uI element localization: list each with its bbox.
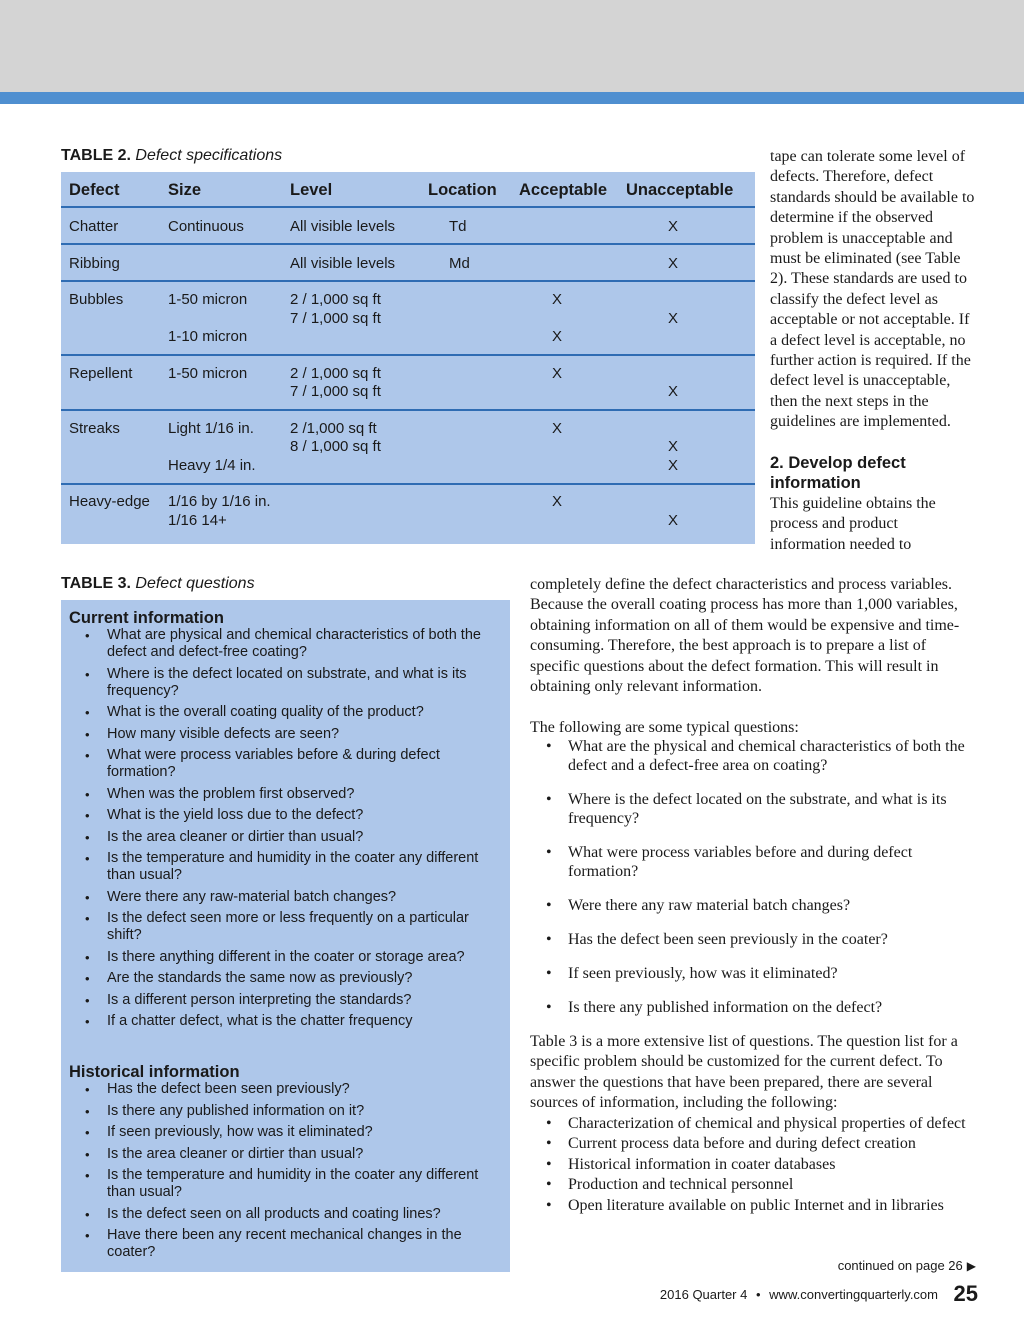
play-arrow-icon: ▶ [966, 1259, 976, 1273]
t2-cell-level: All visible levels [290, 255, 396, 272]
list-item: • Is there any published information on it? [61, 1103, 510, 1120]
t2-rule [61, 354, 755, 356]
sources-list [530, 1114, 976, 1216]
current-info-list [61, 627, 510, 1035]
list-item: • If seen previously, how was it eliminated? [61, 1124, 510, 1141]
t2-cell-size: Heavy 1/4 in. [168, 457, 256, 474]
t2-rule [61, 243, 755, 245]
body-paragraph: Table 3 is a more extensive list of questions. The question list for a specific problem should be customized for the current defect. To answer the questions that have been prepared, there are several sources of information, including the following: [530, 1033, 958, 1112]
list-item: • Open literature available on public Internet and in libraries [530, 1196, 976, 1216]
list-item: • What were process variables before & during defect formation? [61, 747, 510, 781]
t2-cell-size: 1-10 micron [168, 328, 248, 345]
t2-cell-defect: Bubbles [69, 291, 124, 308]
t2-header-unacceptable: Unacceptable [626, 181, 734, 199]
table2-caption-title: Defect specifications [135, 147, 283, 164]
t2-cell-unacceptable: X [668, 255, 679, 272]
list-item: • Has the defect been seen previously? [61, 1081, 510, 1098]
t2-cell-size: 1-50 micron [168, 365, 248, 382]
list-item: • Is the area cleaner or dirtier than usual? [61, 829, 510, 846]
list-item: • Has the defect been seen previously in the coater? [530, 930, 976, 949]
t2-cell-size: Continuous [168, 218, 244, 235]
website-text: www.convertingquarterly.com [769, 1287, 938, 1302]
t2-cell-unacceptable: X [668, 310, 679, 327]
t2-header-defect: Defect [69, 181, 120, 199]
t2-rule [61, 409, 755, 411]
body-paragraph: The following are some typical questions: [530, 719, 799, 736]
t2-cell-acceptable: X [552, 365, 563, 382]
typical-questions-list [530, 737, 976, 1017]
t2-cell-acceptable: X [552, 291, 563, 308]
t2-cell-size: 1/16 by 1/16 in. [168, 493, 271, 510]
t2-cell-defect: Heavy-edge [69, 493, 150, 510]
list-item: • Were there any raw-material batch changes? [61, 889, 510, 906]
t2-cell-defect: Streaks [69, 420, 120, 437]
t2-cell-unacceptable: X [668, 457, 679, 474]
list-item: • What are physical and chemical characteristics of both the defect and defect-free coating? [61, 627, 510, 661]
t2-cell-size: 1-50 micron [168, 291, 248, 308]
t2-cell-unacceptable: X [668, 383, 679, 400]
t2-cell-level: 2 / 1,000 sq ft [290, 291, 381, 308]
t2-cell-acceptable: X [552, 328, 563, 345]
t2-cell-level: 7 / 1,000 sq ft [290, 310, 381, 327]
list-item: • Current process data before and during defect creation [530, 1134, 976, 1154]
separator-dot: • [755, 1287, 761, 1302]
table2-caption-label: TABLE 2. [61, 147, 131, 164]
list-item: • What are the physical and chemical characteristics of both the defect and a defect-free area on coating? [530, 737, 976, 775]
t2-cell-level: 2 / 1,000 sq ft [290, 365, 381, 382]
list-item: • Production and technical personnel [530, 1175, 976, 1195]
t2-rule [61, 206, 755, 208]
list-item: • How many visible defects are seen? [61, 726, 510, 743]
continued-text: continued on page 26 [837, 1258, 963, 1273]
right-column [770, 147, 976, 555]
list-item: • Is the defect seen on all products and coating lines? [61, 1206, 510, 1223]
t2-cell-defect: Ribbing [69, 255, 120, 272]
t2-cell-size: Light 1/16 in. [168, 420, 254, 437]
table3-caption [61, 575, 255, 593]
t2-cell-acceptable: X [552, 493, 563, 510]
list-item: • Is the temperature and humidity in the coater any different than usual? [61, 1167, 510, 1201]
t2-cell-level: 2 /1,000 sq ft [290, 420, 377, 437]
body-paragraph: completely define the defect characteristics and process variables. Because the overall coating process has more than 1,000 variables, obtaining information on all of them would be expensive and time-consuming. Therefore, the best approach is to prepare a list of specific questions about the defect formation. This will result in obtaining only relevant information. [530, 576, 960, 696]
section-heading: 2. Develop defect information [770, 453, 906, 493]
t2-header-location: Location [428, 181, 497, 199]
t2-header-level: Level [290, 181, 333, 199]
footer-info [660, 1287, 938, 1302]
list-item: • When was the problem first observed? [61, 786, 510, 803]
list-item: • Historical information in coater databases [530, 1155, 976, 1175]
t2-rule [61, 483, 755, 485]
t2-cell-acceptable: X [552, 420, 563, 437]
t2-cell-level: All visible levels [290, 218, 396, 235]
historical-info-heading: Historical information [69, 1063, 240, 1081]
list-item: • Were there any raw material batch changes? [530, 896, 976, 915]
list-item: • Is the defect seen more or less frequently on a particular shift? [61, 910, 510, 944]
list-item: • What is the overall coating quality of the product? [61, 704, 510, 721]
t2-cell-level: 7 / 1,000 sq ft [290, 383, 381, 400]
list-item: • Where is the defect located on substrate, and what is its frequency? [61, 666, 510, 700]
table3-caption-label: TABLE 3. [61, 575, 131, 592]
continued-link[interactable] [838, 1258, 976, 1273]
table3-caption-title: Defect questions [135, 575, 255, 592]
t2-header-acceptable: Acceptable [519, 181, 608, 199]
page-number: 25 [953, 1281, 978, 1306]
historical-info-list [61, 1081, 510, 1266]
defect-questions-table [61, 600, 510, 1272]
list-item: • What were process variables before and during defect formation? [530, 843, 976, 881]
list-item: • Is the temperature and humidity in the coater any different than usual? [61, 850, 510, 884]
current-info-heading: Current information [69, 609, 224, 627]
list-item: • Where is the defect located on the substrate, and what is its frequency? [530, 790, 976, 828]
t2-rule [61, 280, 755, 282]
body-paragraph: tape can tolerate some level of defects. Therefore, defect standards should be available to determine if the observed problem is unacceptable and must be eliminated (see Table 2). These standards are used to classify the defect level as acceptable or not acceptable. If a defect level is acceptable, no further action is required. If the defect level is unacceptable, then the next steps in the guidelines are implemented. [770, 148, 975, 431]
t2-cell-location: Md [449, 255, 470, 272]
t2-cell-size: 1/16 14+ [168, 512, 227, 529]
t2-cell-unacceptable: X [668, 438, 679, 455]
list-item: • If a chatter defect, what is the chatter frequency [61, 1013, 510, 1030]
t2-cell-unacceptable: X [668, 218, 679, 235]
list-item: • Is the area cleaner or dirtier than usual? [61, 1146, 510, 1163]
t2-cell-level: 8 / 1,000 sq ft [290, 438, 381, 455]
header-blue-stripe [0, 92, 1024, 104]
t2-cell-unacceptable: X [668, 512, 679, 529]
defect-specifications-table [61, 172, 755, 544]
body-paragraph: This guideline obtains the process and product information needed to [770, 494, 936, 553]
t2-cell-defect: Chatter [69, 218, 119, 235]
header-gray-band [0, 0, 1024, 92]
list-item: • Characterization of chemical and physical properties of defect [530, 1114, 976, 1134]
t2-header-size: Size [168, 181, 202, 199]
list-item: • Is there anything different in the coater or storage area? [61, 949, 510, 966]
list-item: • If seen previously, how was it eliminated? [530, 964, 976, 983]
t2-cell-location: Td [449, 218, 467, 235]
list-item: • Are the standards the same now as previously? [61, 970, 510, 987]
t2-cell-defect: Repellent [69, 365, 133, 382]
list-item: • What is the yield loss due to the defect? [61, 807, 510, 824]
list-item: • Is there any published information on the defect? [530, 998, 976, 1017]
issue-text: 2016 Quarter 4 [659, 1287, 748, 1302]
list-item: • Have there been any recent mechanical changes in the coater? [61, 1227, 510, 1261]
table2-caption [61, 147, 282, 165]
list-item: • Is a different person interpreting the standards? [61, 992, 510, 1009]
